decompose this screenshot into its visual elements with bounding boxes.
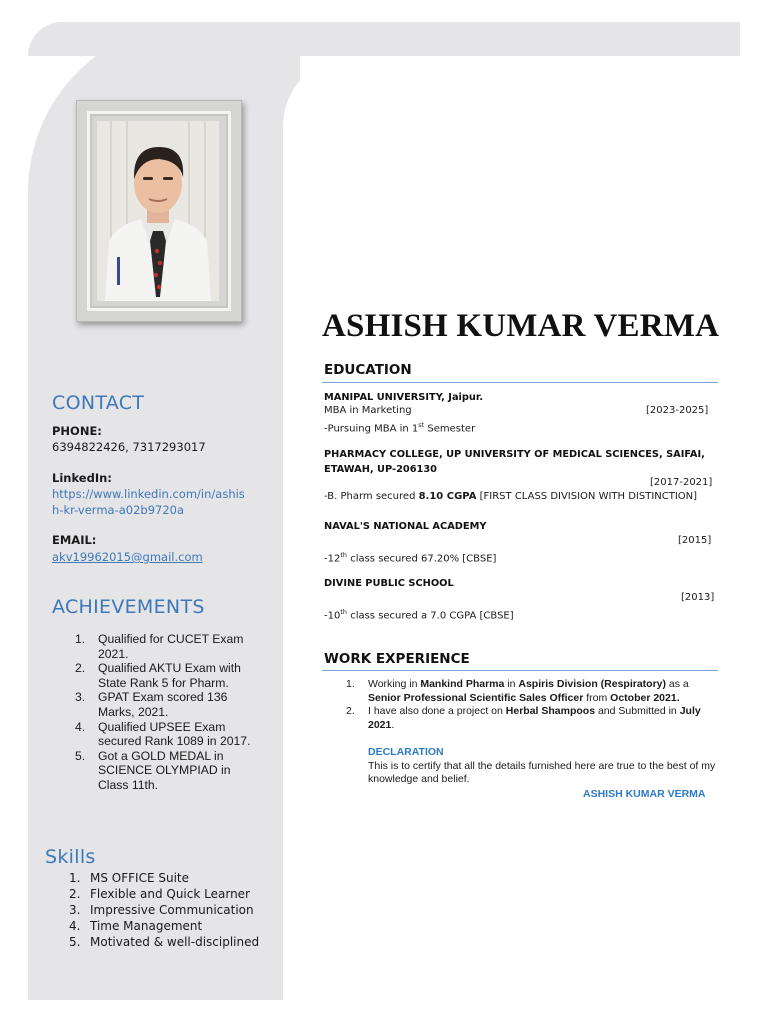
list-number: 4. <box>75 719 86 734</box>
signature-name: ASHISH KUMAR VERMA <box>583 788 706 800</box>
work-list <box>344 678 718 732</box>
list-text: Motivated & well-disciplined <box>90 935 260 949</box>
divine-years: [2013] <box>681 592 715 603</box>
list-number: 1. <box>69 871 81 885</box>
profile-photo-frame <box>76 100 242 322</box>
list-text: GPAT Exam scored 136 <box>98 690 228 705</box>
linkedin-link-line1[interactable]: https://www.linkedin.com/in/ashis <box>52 487 245 501</box>
list-text: SCIENCE OLYMPIAD in <box>98 763 231 778</box>
pharmacy-detail <box>324 490 697 504</box>
list-text: 2021. <box>98 646 129 661</box>
linkedin-label: LinkedIn: <box>52 471 112 485</box>
list-text: as a <box>666 678 689 690</box>
manipal-name: MANIPAL UNIVERSITY, Jaipur. <box>324 392 484 403</box>
achievements-list <box>72 632 282 793</box>
list-text: Impressive Communication <box>90 903 254 917</box>
divine-name: DIVINE PUBLIC SCHOOL <box>324 578 454 589</box>
naval-detail-sup: th <box>340 551 348 559</box>
project-name: Herbal Shampoos <box>505 705 596 717</box>
list-item <box>66 886 296 902</box>
achievements-heading: ACHIEVEMENTS <box>52 596 205 618</box>
list-item <box>66 870 296 886</box>
list-text: . <box>391 718 395 731</box>
list-text: Marks, 2021. <box>98 704 169 719</box>
list-number: 1. <box>75 632 86 646</box>
manipal-status-sup: st <box>418 421 425 429</box>
list-number: 1. <box>346 678 355 690</box>
list-number: 2. <box>346 705 355 717</box>
manipal-degree: MBA in Marketing <box>324 405 412 416</box>
list-text: MS OFFICE Suite <box>90 871 189 885</box>
work-divider <box>322 670 718 671</box>
list-item <box>66 918 296 934</box>
naval-detail <box>324 548 496 566</box>
manipal-status-text: -Pursuing MBA in 1 <box>324 423 419 435</box>
list-item <box>72 661 282 690</box>
list-item <box>344 678 718 705</box>
phone-label: PHONE: <box>52 424 102 438</box>
email-label: EMAIL: <box>52 533 97 547</box>
work-heading: WORK EXPERIENCE <box>324 651 470 667</box>
phone-value: 6394822426, 7317293017 <box>52 440 206 454</box>
naval-years: [2015] <box>678 535 712 546</box>
pharmacy-cgpa: 8.10 CGPA <box>418 491 477 502</box>
list-number: 5. <box>69 935 81 949</box>
division: Aspiris Division (Respiratory) <box>518 678 666 690</box>
divine-detail-text: -10 <box>324 610 341 622</box>
skills-list <box>66 870 296 950</box>
list-item <box>66 934 296 950</box>
list-item <box>66 902 296 918</box>
naval-detail-text-end: class secured 67.20% [CBSE] <box>347 553 497 565</box>
list-text: Got a GOLD MEDAL in <box>98 748 224 763</box>
declaration-text: This is to certify that all the details furnished here are true to the best of my knowledge and belief. <box>368 760 716 785</box>
list-number: 4. <box>69 919 81 933</box>
education-heading: EDUCATION <box>324 362 412 378</box>
list-text: in <box>504 678 519 690</box>
list-text: Qualified for CUCET Exam <box>98 632 244 646</box>
page-title: ASHISH KUMAR VERMA <box>322 308 720 344</box>
list-number: 2. <box>75 661 86 676</box>
email-link[interactable]: akv19962015@gmail.com <box>52 550 203 564</box>
list-text: and Submitted in <box>595 705 680 717</box>
profile-photo <box>97 121 219 301</box>
project-date: July 2021 <box>368 705 701 731</box>
manipal-years: [2023-2025] <box>646 405 709 416</box>
manipal-status-text-end: Semester <box>424 423 476 435</box>
skills-heading: Skills <box>45 846 96 868</box>
list-item <box>72 749 282 793</box>
divine-detail-text-end: class secured a 7.0 CGPA [CBSE] <box>347 610 514 622</box>
list-number: 5. <box>75 748 86 763</box>
list-text: Class 11th. <box>98 777 159 792</box>
list-text: Qualified AKTU Exam with <box>98 661 241 676</box>
job-title: Senior Professional Scientific Sales Officer <box>368 691 584 704</box>
pharmacy-years: [2017-2021] <box>650 477 713 488</box>
list-text: Time Management <box>90 919 203 933</box>
pharmacy-detail-text-end: [FIRST CLASS DIVISION WITH DISTINCTION] <box>476 491 698 502</box>
list-text: Working in <box>368 678 421 690</box>
list-item <box>72 632 282 661</box>
declaration-heading: DECLARATION <box>368 746 444 758</box>
list-number: 3. <box>69 903 81 917</box>
list-number: 3. <box>75 690 86 705</box>
pharmacy-detail-text: -B. Pharm secured <box>324 491 419 502</box>
header-band <box>28 22 740 56</box>
list-text: Flexible and Quick Learner <box>90 887 250 901</box>
naval-detail-text: -12 <box>324 553 341 565</box>
list-item <box>72 690 282 719</box>
divine-detail-sup: th <box>340 608 348 616</box>
list-item <box>344 705 718 732</box>
contact-heading: CONTACT <box>52 392 145 414</box>
pharmacy-name-line1: PHARMACY COLLEGE, UP UNIVERSITY OF MEDICAL SCIENCES, SAIFAI, <box>324 449 705 460</box>
list-text: from <box>583 691 611 704</box>
list-text: secured Rank 1089 in 2017. <box>98 734 251 749</box>
list-item <box>72 720 282 749</box>
list-text: I have also done a project on <box>368 705 506 717</box>
naval-name: NAVAL'S NATIONAL ACADEMY <box>324 521 487 532</box>
list-text: State Rank 5 for Pharm. <box>98 675 229 690</box>
pharmacy-name-line2: ETAWAH, UP-206130 <box>324 464 437 475</box>
divine-detail <box>324 605 514 623</box>
education-divider <box>322 382 718 383</box>
list-text: Qualified UPSEE Exam <box>98 719 226 734</box>
list-number: 2. <box>69 887 81 901</box>
start-date: October 2021. <box>610 691 680 704</box>
manipal-status <box>324 418 475 436</box>
linkedin-link-line2[interactable]: h-kr-verma-a02b9720a <box>52 503 185 517</box>
employer: Mankind Pharma <box>420 678 505 690</box>
